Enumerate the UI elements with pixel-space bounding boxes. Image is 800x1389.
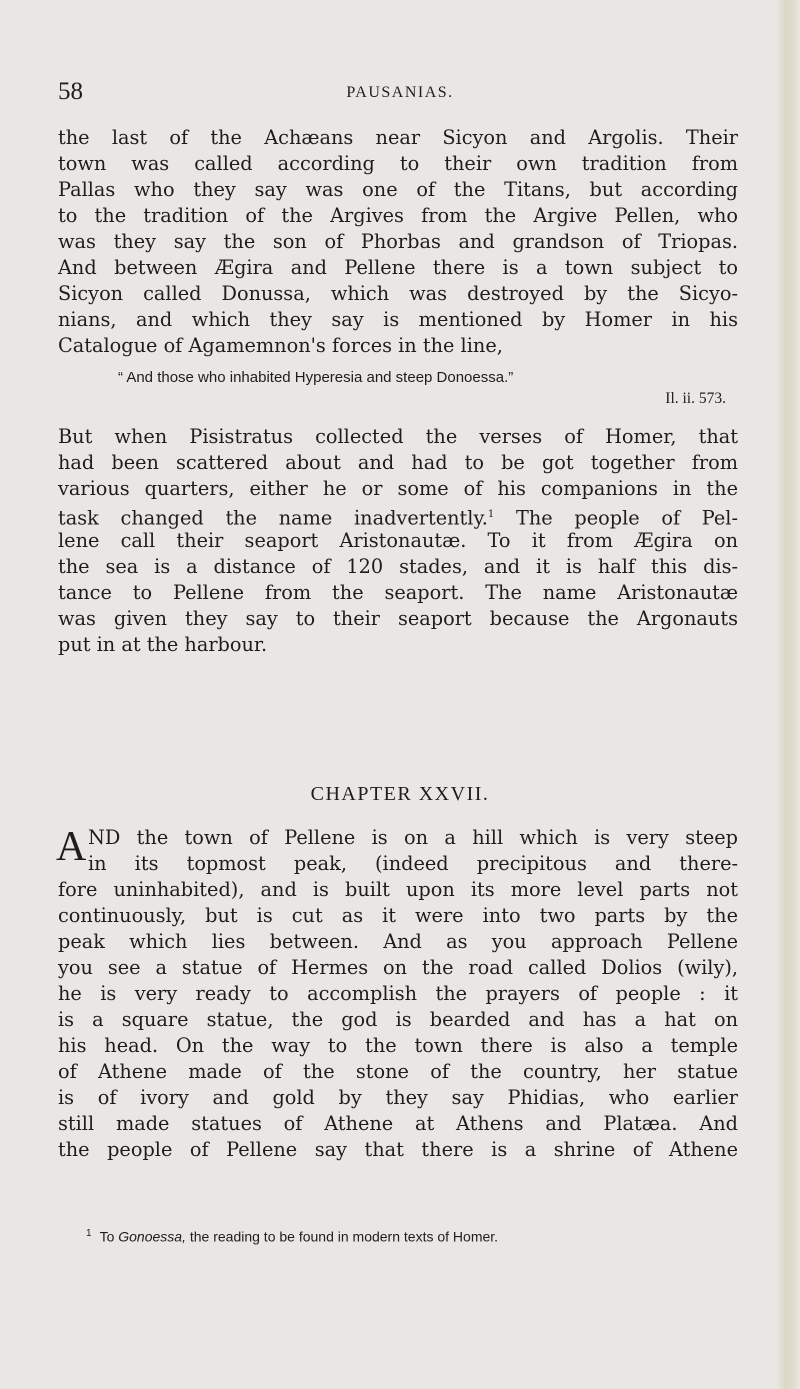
text-line: And between Ægira and Pellene there is a town subject to [58,256,738,279]
text-line: nians, and which they say is mentioned by Homer in his [58,308,738,331]
text-line: ND the town of Pellene is on a hill which is very steep [88,826,738,849]
footnote-mark: 1 [86,1228,92,1239]
paragraph-2 [58,424,738,658]
text-line: put in at the harbour. [58,633,268,656]
paragraph-1 [58,125,738,359]
text-line: lene call their seaport Aristonautæ. To it from Ægira on [58,529,738,552]
running-head: PAUSANIAS. [346,84,454,101]
homer-quote: “ And those who inhabited Hyperesia and steep Donoessa.” [118,369,514,386]
text-line: his head. On the way to the town there is also a temple [58,1034,738,1057]
text-line: still made statues of Athene at Athens and Platæa. And [58,1112,738,1135]
footnote-text: the reading to be found in modern texts of Homer. [185,1228,499,1245]
text-line-with-footnote [58,502,738,528]
chapter-heading: CHAPTER XXVII. [310,783,490,805]
page-header [0,78,800,108]
text-line: was they say the son of Phorbas and grandson of Triopas. [58,230,738,253]
footnote-prefix: To [99,1228,119,1245]
footnote-italic-word: Gonoessa, [118,1228,186,1245]
text-line: town was called according to their own tradition from [58,152,738,175]
quote-citation: Il. ii. 573. [665,390,726,407]
text-line: Catalogue of Agamemnon's forces in the line, [58,334,503,357]
text-line: to the tradition of the Argives from the Argive Pellen, who [58,204,738,227]
text-line: had been scattered about and had to be got together from [58,451,738,474]
drop-cap: A [56,824,87,870]
text-line: Pallas who they say was one of the Titans, but according [58,178,738,201]
footnote [86,1228,498,1245]
page-edge-shadow [776,0,800,1389]
page-number: 58 [58,78,83,105]
text-fragment: task changed the name inadvertently. [58,506,488,530]
text-line: of Athene made of the stone of the country, her statue [58,1060,738,1083]
text-line: fore uninhabited), and is built upon its more level parts not [58,878,738,901]
text-line: the last of the Achæans near Sicyon and Argolis. Their [58,126,738,149]
text-fragment: The people of Pel- [494,506,738,530]
text-line: was given they say to their seaport because the Argonauts [58,607,738,630]
text-line: various quarters, either he or some of his companions in the [58,477,738,500]
text-line: is of ivory and gold by they say Phidias, who earlier [58,1086,738,1109]
text-line: peak which lies between. And as you approach Pellene [58,930,738,953]
text-line: Sicyon called Donussa, which was destroyed by the Sicyo- [58,282,738,305]
text-line: tance to Pellene from the seaport. The name Aristonautæ [58,581,738,604]
text-line: But when Pisistratus collected the verses of Homer, that [58,425,738,448]
text-line: the sea is a distance of 120 stades, and it is half this dis- [58,555,738,578]
text-line: the people of Pellene say that there is a shrine of Athene [58,1138,738,1161]
paragraph-3 [58,825,738,1163]
text-line: is a square statue, the god is bearded and has a hat on [58,1008,738,1031]
text-line: continuously, but is cut as it were into two parts by the [58,904,738,927]
text-line: in its topmost peak, (indeed precipitous and there- [88,852,738,875]
text-line: you see a statue of Hermes on the road called Dolios (wily), [58,956,738,979]
footnote-reference: 1 [487,509,495,520]
text-line: he is very ready to accomplish the prayers of people : it [58,982,738,1005]
